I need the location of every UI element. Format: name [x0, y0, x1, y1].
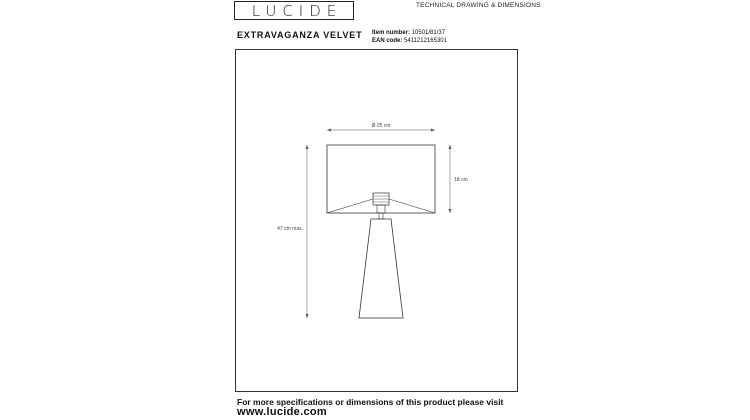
item-number-label: Item number: — [372, 30, 411, 36]
lamp-neck — [377, 205, 385, 213]
ean-label: EAN code: — [372, 38, 403, 44]
shade-strut-right — [389, 199, 435, 213]
item-number-value: 10501/81/37 — [411, 30, 446, 36]
footer-text: For more specifications or dimensions of this product please visit — [237, 397, 504, 407]
shade-height-label: 18 cm — [454, 177, 468, 183]
logo-text: LUCIDE — [251, 1, 343, 20]
document-type: TECHNICAL DRAWING & DIMENSIONS — [416, 2, 541, 9]
ean-value: 5411212165301 — [404, 38, 447, 44]
website-link[interactable]: www.lucide.com — [237, 406, 327, 418]
lamp-base — [359, 219, 403, 318]
total-height-label: 47 cm max. — [277, 226, 303, 232]
product-name: EXTRAVAGANZA VELVET — [237, 30, 363, 40]
diameter-label: Ø 25 cm — [371, 123, 391, 129]
shade-strut-left — [327, 199, 373, 213]
